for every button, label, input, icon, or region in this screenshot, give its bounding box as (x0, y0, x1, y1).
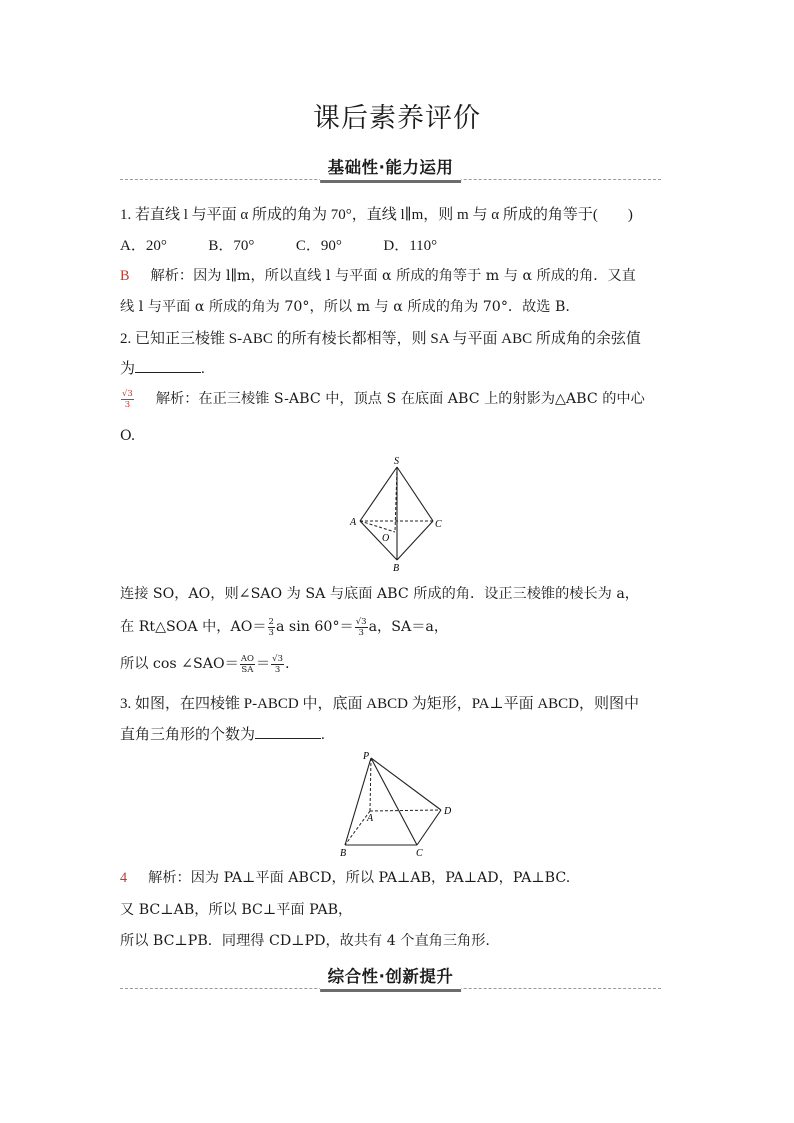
q2-solution-line1 (120, 388, 675, 410)
q2-stem-line2: 为 . (120, 357, 675, 378)
option-d: D．110° (383, 238, 438, 254)
label-d: D (444, 806, 452, 817)
label-o: O (382, 533, 390, 544)
q3-solution-line2: 又 BC⊥AB，所以 BC⊥平面 PAB， (120, 902, 353, 918)
pyramid-pabcd-figure (330, 748, 460, 860)
answer-label: 4 (120, 870, 128, 886)
label-b: B (393, 563, 400, 574)
label-s: S (394, 456, 399, 467)
q1-solution-line1 (120, 265, 675, 285)
q2-solution-line5: 所以 cos ∠SAO＝ $\frac{AO}{SA}$ ＝ $\frac{√3}{3}$ . (120, 653, 290, 675)
solution-text: 解析：在正三棱锥 S-ABC 中，顶点 S 在底面 ABC 上的射影为△ABC 的中心 (155, 391, 645, 407)
pyramid-sabc-figure (340, 452, 450, 574)
solution-text: 解析：因为 l∥m，所以直线 l 与平面 α 所成的角等于 m 与 α 所成的角．又直 (150, 268, 636, 284)
q2-solution-line4: 在 Rt△SOA 中，AO＝ $\frac{2}{3}$ a sin 60°＝ $\frac{√3}{3}$ a，SA＝a， (120, 616, 449, 638)
section-title: 基础性·能力运用 (320, 154, 462, 183)
q2-stem-line1: 2. 已知正三棱锥 S-ABC 的所有棱长都相等，则 SA 与平面 ABC 所成角的余弦值 (120, 331, 641, 347)
fraction: $\frac{√3}{3}$ (355, 616, 367, 638)
option-c: C．90° (295, 238, 342, 254)
fraction: $\frac{AO}{SA}$ (240, 653, 254, 675)
page-title: 课后素养评价 (313, 103, 481, 134)
q3-stem-line2: 直角三角形的个数为 . (120, 723, 675, 744)
answer-blank (255, 724, 321, 739)
q2-solution-line3: 连接 SO，AO，则∠SAO 为 SA 与底面 ABC 所成的角．设正三棱锥的棱长为 a， (120, 586, 639, 602)
q1-options (120, 234, 675, 255)
q3-solution-line3: 所以 BC⊥PB．同理得 CD⊥PD，故共有 4 个直角三角形. (120, 933, 490, 949)
label-c: C (416, 848, 423, 859)
answer-label: B (120, 268, 130, 284)
option-b: B．70° (208, 238, 255, 254)
q3-solution-line1 (120, 867, 675, 887)
label-p: P (363, 751, 370, 762)
q1-stem: 1. 若直线 l 与平面 α 所成的角为 70°，直线 l∥m，则 m 与 α 所成的角等于( ) (120, 207, 633, 223)
option-a: A．20° (120, 238, 167, 254)
q2-solution-line2: O. (120, 428, 136, 444)
section-header-comprehensive (120, 963, 661, 993)
section-title: 综合性·创新提升 (320, 963, 462, 992)
answer-fraction: $\frac{√3}{3}$ (122, 388, 133, 410)
fraction: $\frac{2}{3}$ (268, 616, 274, 638)
label-a: A (350, 517, 357, 528)
label-a: A (367, 813, 374, 824)
q1-solution-line2: 线 l 与平面 α 所成的角为 70°，所以 m 与 α 所成的角为 70°．故选 B. (120, 299, 570, 315)
answer-blank (135, 358, 201, 373)
solution-text: 解析：因为 PA⊥平面 ABCD，所以 PA⊥AB，PA⊥AD，PA⊥BC. (148, 870, 571, 886)
label-c: C (435, 519, 442, 530)
fraction: $\frac{√3}{3}$ (272, 653, 283, 675)
section-header-basic (120, 154, 661, 184)
label-b: B (340, 848, 347, 859)
q3-stem-line1: 3. 如图，在四棱锥 P-ABCD 中，底面 ABCD 为矩形，PA⊥平面 ABCD，则图中 (120, 696, 640, 712)
